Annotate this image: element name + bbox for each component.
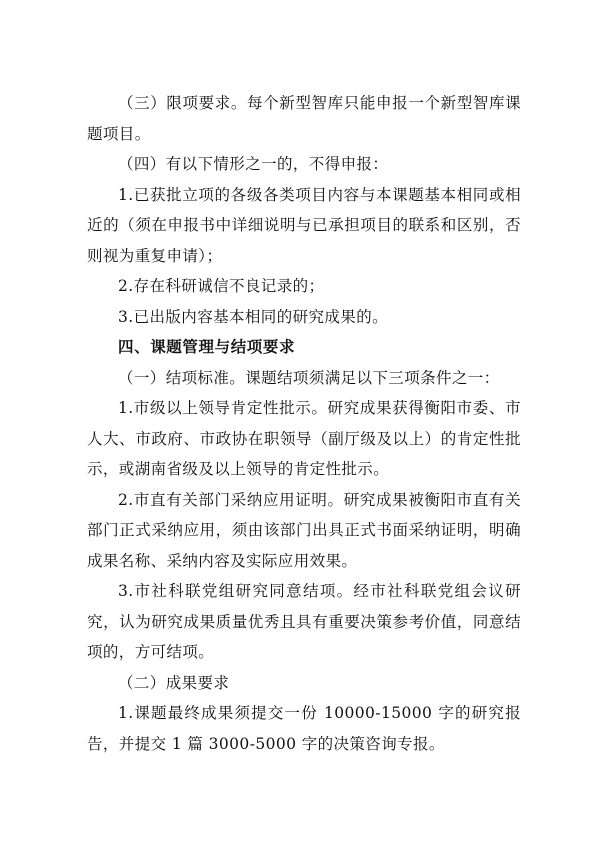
paragraph-standard-item-3: 3.市社科联党组研究同意结项。经市社科联党组会议研究，认为研究成果质量优秀且具有重要决策参考价值，同意结项的，方可结项。: [87, 582, 521, 661]
paragraph-no-apply-item-3: 3.已出版内容基本相同的研究成果的。: [118, 307, 388, 326]
paragraph-results-item-1: 1.课题最终成果须提交一份 10000-15000 字的研究报告，并提交 1 篇 3000-5000 字的决策咨询专报。: [87, 704, 521, 753]
paragraph-standard-item-1: 1.市级以上领导肯定性批示。研究成果获得衡阳市委、市人大、市政府、市政协在职领导（副厅级及以上）的肯定性批示，或湖南省级及以上领导的肯定性批示。: [87, 399, 521, 478]
paragraph-completion-standard: （一）结项标准。课题结项须满足以下三项条件之一：: [118, 368, 500, 387]
section-heading: 四、课题管理与结项要求: [118, 338, 296, 356]
paragraph-no-apply-intro: （四）有以下情形之一的，不得申报：: [118, 155, 389, 173]
paragraph-no-apply-item-1: 1.已获批立项的各级各类项目内容与本课题基本相同或相近的（须在申报书中详细说明与已承担项目的联系和区别，否则视为重复申请）；: [87, 185, 521, 265]
paragraph-limit-requirement: （三）限项要求。每个新型智库只能申报一个新型智库课题项目。: [87, 94, 521, 143]
paragraph-standard-item-2: 2.市直有关部门采纳应用证明。研究成果被衡阳市直有关部门正式采纳应用，须由该部门出具正式书面采纳证明，明确成果名称、采纳内容及实际应用效果。: [87, 490, 521, 570]
paragraph-no-apply-item-2: 2.存在科研诚信不良记录的；: [118, 277, 325, 295]
paragraph-results-requirement: （二）成果要求: [118, 673, 230, 692]
